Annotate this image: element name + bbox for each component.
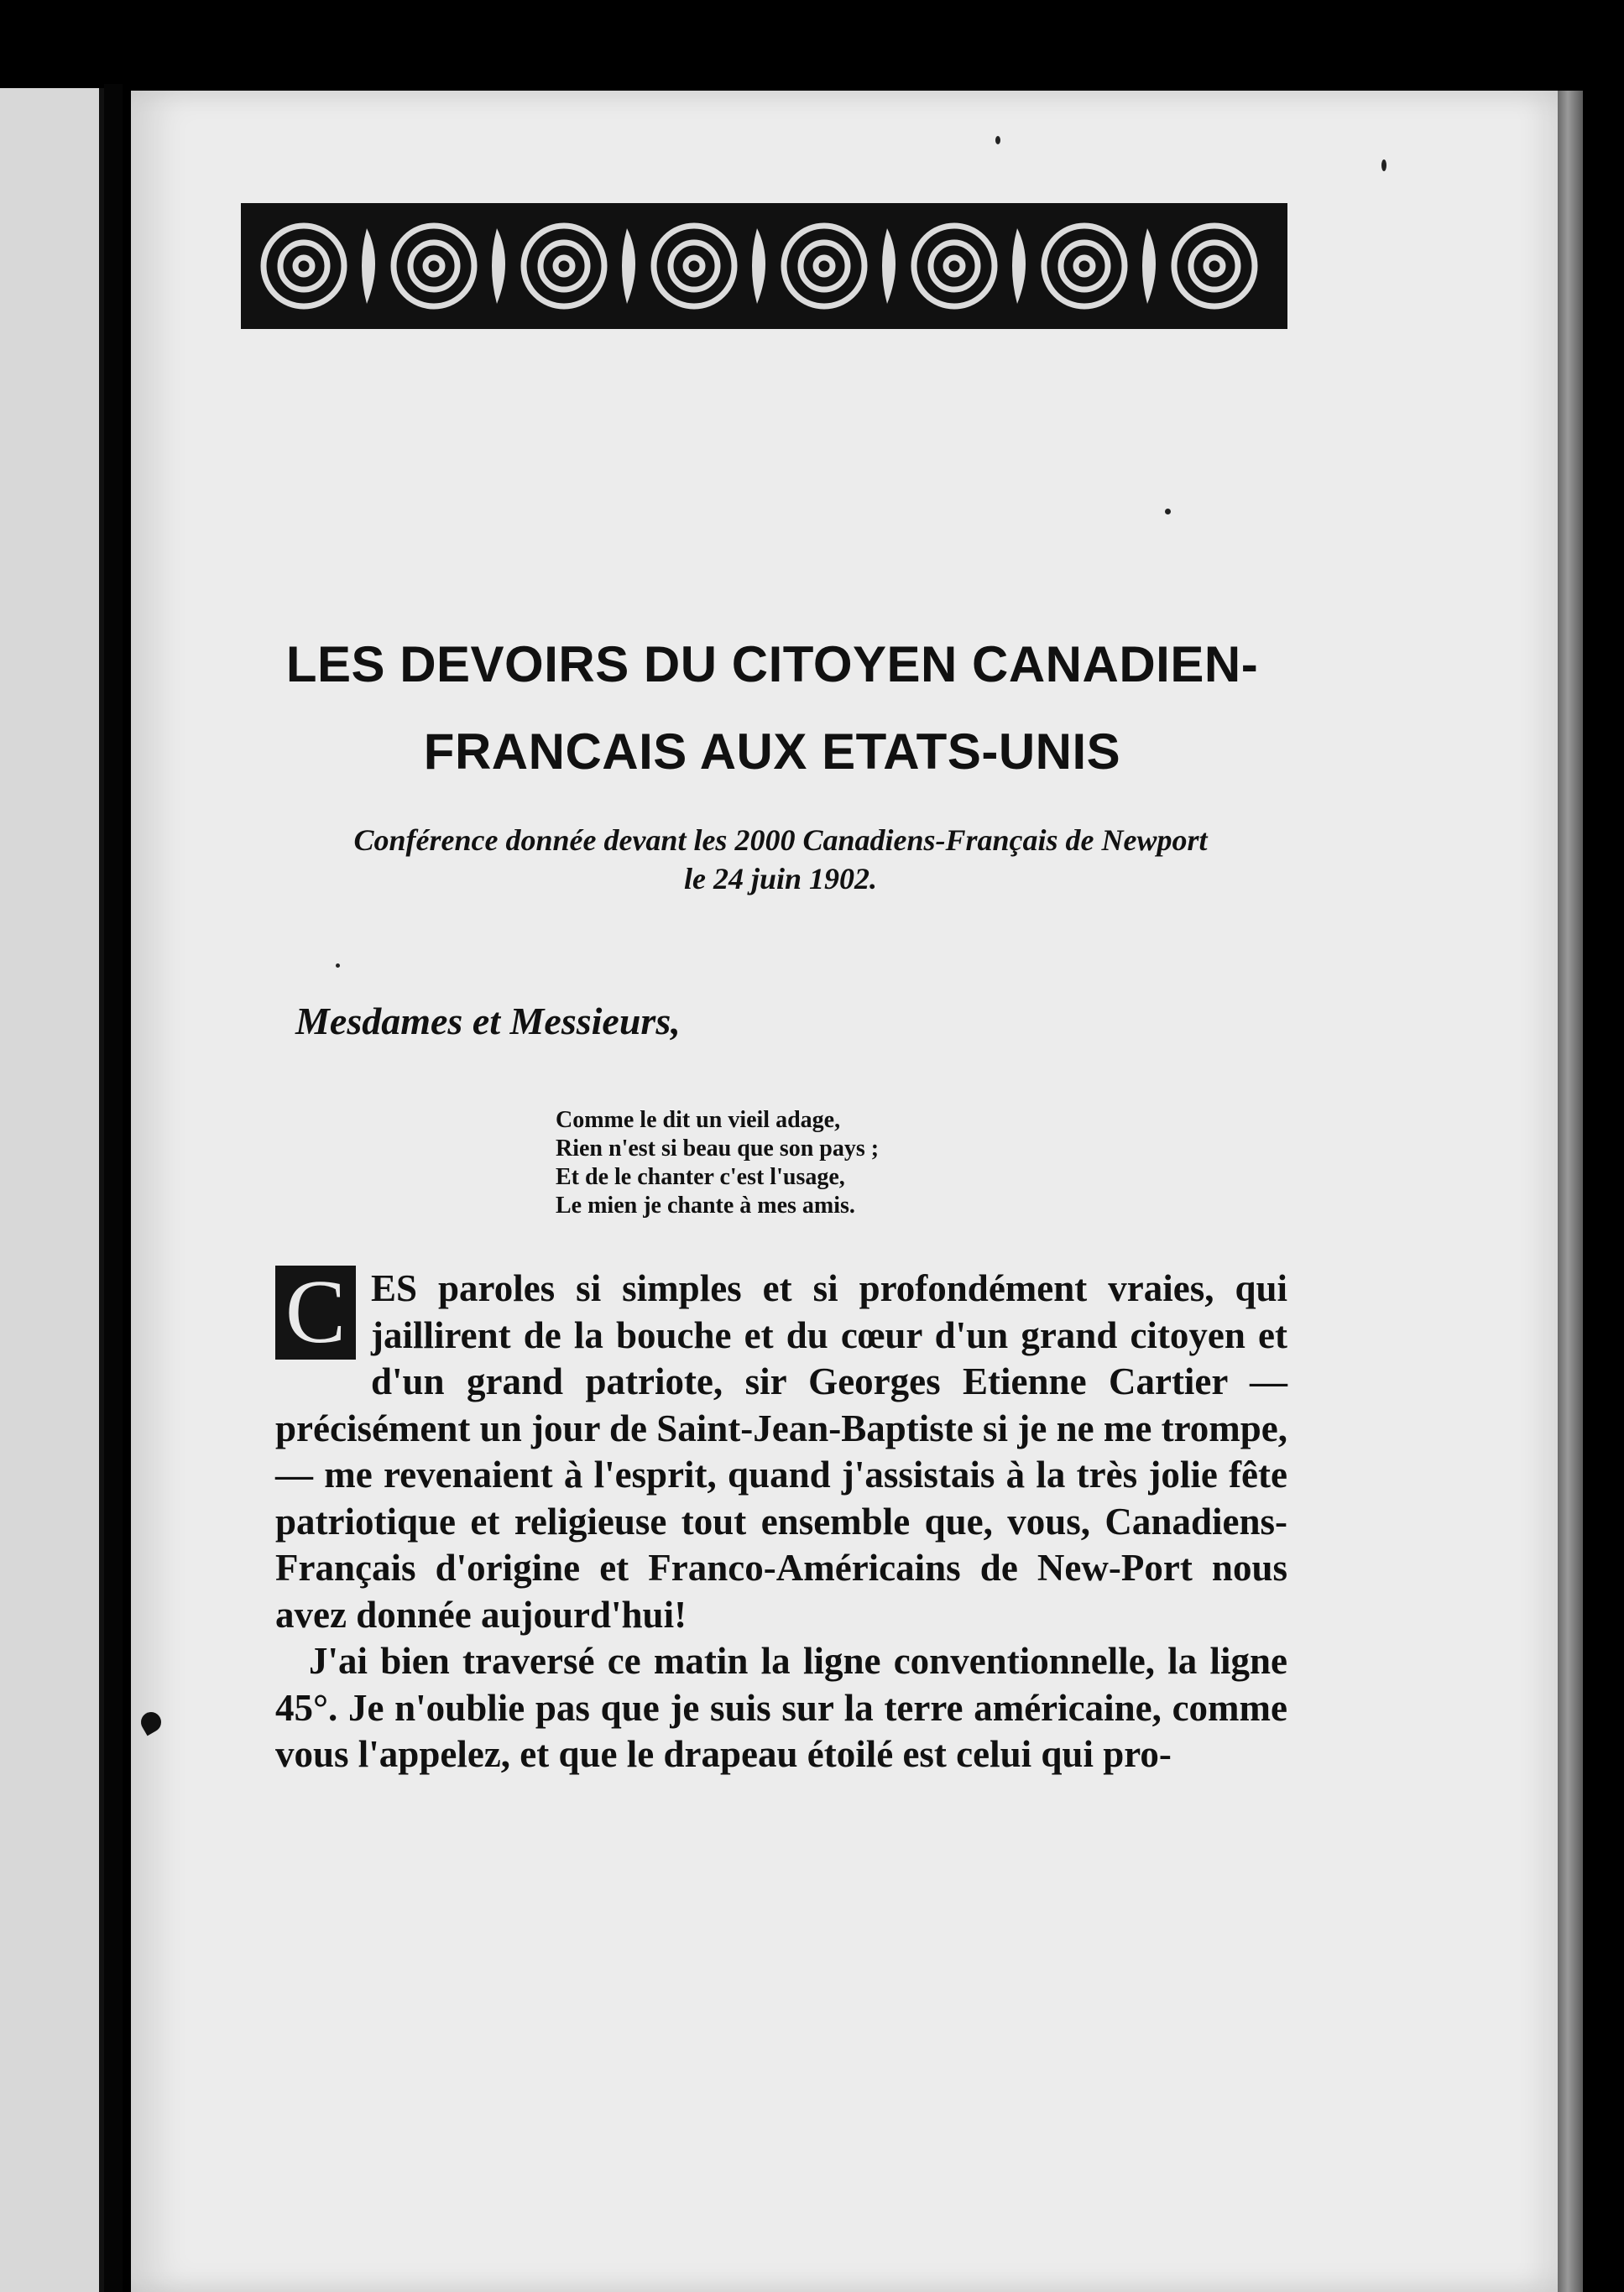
- binding-shadow: [104, 84, 123, 2292]
- verse-line: Rien n'est si beau que son pays ;: [556, 1136, 880, 1162]
- ornament-header-band: [241, 195, 1287, 337]
- drop-cap-initial: C: [275, 1266, 356, 1360]
- subtitle-line-2: le 24 juin 1902.: [683, 862, 878, 895]
- verse-line: Et de le chanter c'est l'usage,: [556, 1164, 845, 1190]
- verse-line: Le mien je chante à mes amis.: [556, 1193, 855, 1219]
- ink-speck: [1165, 509, 1171, 514]
- title-line-1: LES DEVOIRS DU CITOYEN CANADIEN-: [285, 636, 1259, 692]
- paragraph-text: ES paroles si simples et si profondément vraies, qui jaillirent de la bouche et du cœur d'un grand citoyen et d'un grand patriote, sir Georges Etienne Cartier — précisément un jour de Saint-Jean-Baptiste si je ne me trompe, — me revenaient à l'esprit, quand j'assistais à la très jolie fête patriotique et religieuse tout ensemble que, vous, Canadiens-Français d'origine et Franco-Américains de New-Port nous avez donnée aujourd'hui!: [275, 1267, 1287, 1636]
- subtitle-line-1: Conférence donnée devant les 2000 Canadiens-Français de Newport: [353, 823, 1208, 857]
- epigraph-verse: [556, 1106, 879, 1220]
- previous-page-edge: [0, 88, 104, 2292]
- body-text: [275, 1262, 1287, 1778]
- chapter-subtitle: [252, 821, 1309, 898]
- paragraph: J'ai bien traversé ce matin la ligne conventionnelle, la ligne 45°. Je n'oublie pas que je suis sur la terre américaine, comme vous l'appelez, et que le drapeau étoilé est celui qui pro-: [275, 1640, 1287, 1775]
- salutation: Mesdames et Messieurs,: [295, 1000, 681, 1042]
- verse-line: Comme le dit un vieil adage,: [556, 1107, 841, 1133]
- ink-speck: [1381, 159, 1386, 171]
- chapter-title: [210, 621, 1334, 796]
- paragraph: [275, 1262, 1287, 1638]
- title-line-2: FRANCAIS AUX ETATS-UNIS: [423, 723, 1121, 780]
- ink-speck: [336, 963, 340, 968]
- ink-speck: [995, 136, 1000, 144]
- page-gutter: [1558, 91, 1583, 2292]
- scan-border: [1583, 0, 1624, 2292]
